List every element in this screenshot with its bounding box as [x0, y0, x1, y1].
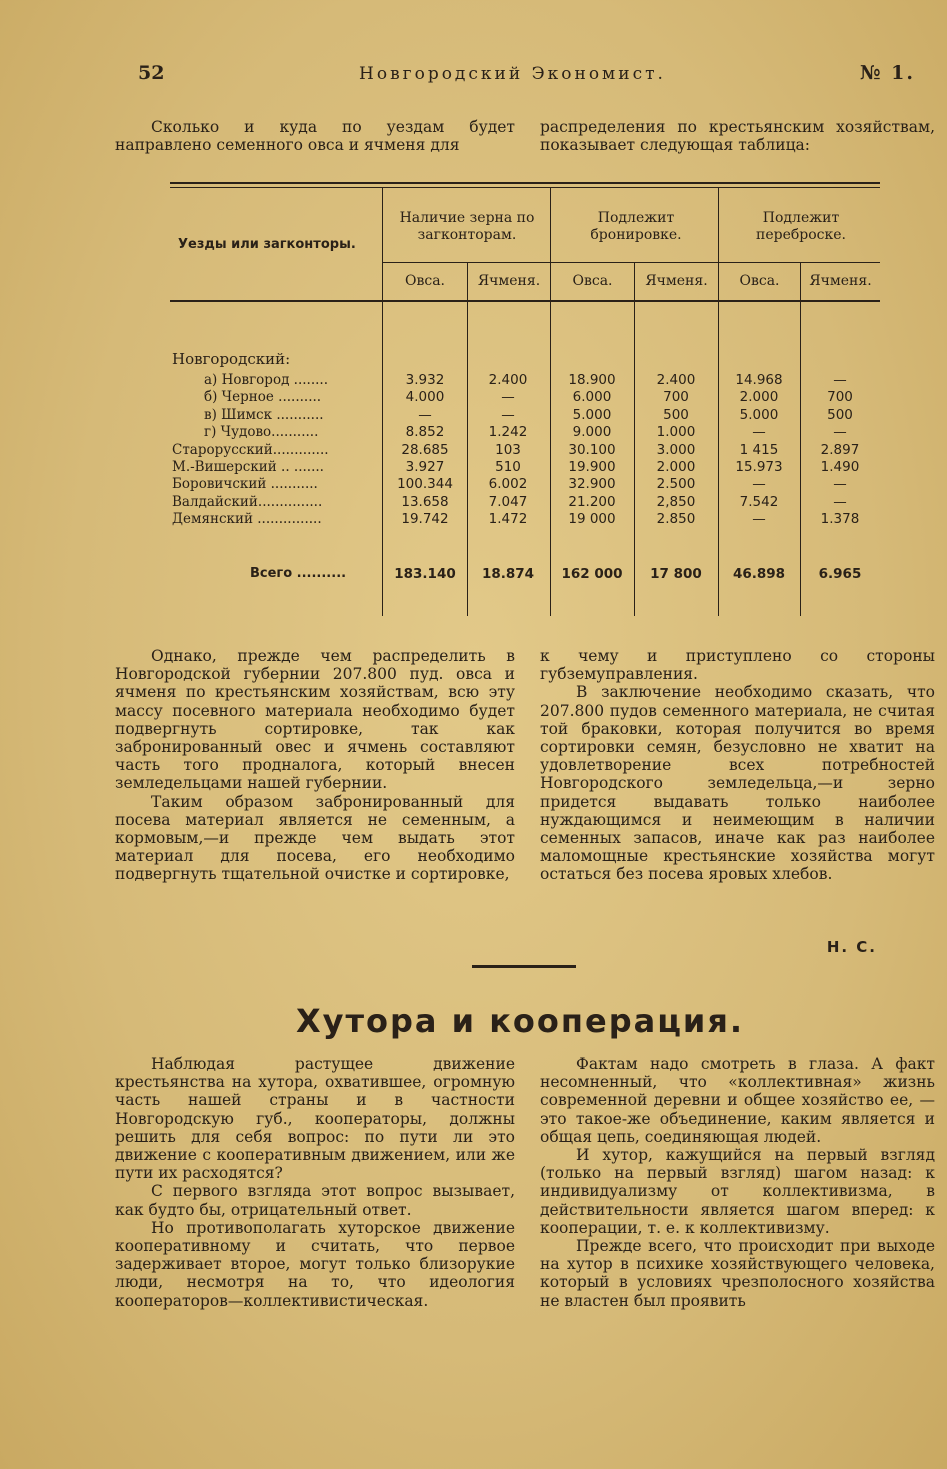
table-cell: 3.927 — [405, 459, 445, 475]
table-cell: — — [833, 476, 847, 493]
table-cell: — — [752, 476, 766, 493]
table-cell: 1.490 — [820, 459, 860, 475]
table-cell: 5.000 — [739, 406, 779, 423]
table-cell: 700 — [827, 389, 853, 406]
table-cell: 5.000 — [572, 406, 612, 423]
row-label: Старорусский............. — [172, 441, 329, 458]
signature: Н. С. — [826, 938, 877, 956]
table-cell: 14.968 — [735, 372, 783, 388]
table-cell: — — [501, 389, 515, 406]
total-cell: 162 000 — [561, 566, 623, 582]
table-cell: 6.002 — [488, 476, 528, 493]
paragraph: И хутор, кажущийся на первый взгляд (только на первый взгляд) шагом назад: к индивидуализму от коллективизма, в действительности является шагом вперед: к кооперации, т. е. к коллективизму. — [540, 1146, 935, 1237]
table-cell: 2.000 — [739, 389, 779, 406]
journal-title: Новгородский Экономист. — [359, 64, 666, 84]
intro-right-paragraph: распределения по крестьянским хозяйствам, показывает следующая таблица: — [540, 118, 935, 155]
table-cell: 8.852 — [405, 424, 445, 441]
paragraph: В заключение необходимо сказать, что 207.800 пудов семенного материала, не считая той браковки, которая получится во время сортировки семян, безусловно не хватит на удовлетворение всех потребностей Новгородского земледельца,—и зерно придется выдавать только наиболее нуждающимся и неимеющим в наличии семенных запасов, иначе как раз наиболее маломощные крестьянские хозяйства могут остаться без посева яровых хлебов. — [540, 683, 935, 884]
table-cell: 500 — [827, 406, 853, 423]
table-cell: 510 — [495, 459, 521, 475]
row-label: Боровичский ........... — [172, 476, 318, 493]
group-row-novgorod: Новгородский: — [172, 350, 291, 368]
header-group-available: Наличие зерна по загконторам. — [399, 210, 535, 243]
table-cell: 2.850 — [656, 511, 696, 528]
table-cell: 28.685 — [401, 441, 449, 458]
body-left-column — [115, 647, 515, 884]
total-cell: 6.965 — [818, 566, 862, 582]
total-cell: 17 800 — [650, 566, 702, 582]
table-top-rule-2 — [170, 187, 880, 188]
table-cell: 1.000 — [656, 424, 696, 441]
table-cell: — — [418, 406, 432, 423]
table-cell: 13.658 — [401, 493, 449, 510]
table-cell: — — [752, 511, 766, 528]
row-label: г) Чудово........... — [204, 424, 319, 441]
table-cell: 2.400 — [656, 372, 696, 388]
table-cell: 19.742 — [401, 511, 449, 528]
table-cell: 3.932 — [405, 372, 445, 388]
table-cell: — — [833, 424, 847, 441]
table-cell: 1 415 — [739, 441, 779, 458]
row-label: а) Новгород ........ — [204, 372, 329, 388]
table-cell: 30.100 — [568, 441, 616, 458]
subheader-barley: Ячменя. — [477, 273, 541, 289]
issue-number: № 1. — [859, 62, 915, 84]
row-label: б) Черное .......... — [204, 389, 322, 406]
subheader-oats: Овса. — [572, 273, 613, 289]
table-vline — [550, 188, 551, 616]
subheader-barley: Ячменя. — [645, 273, 708, 289]
row-label: Демянский ............... — [172, 511, 322, 528]
table-cell: 19 000 — [568, 511, 616, 528]
seed-distribution-table — [170, 182, 880, 622]
table-cell: 2.500 — [656, 476, 696, 493]
page-header — [110, 62, 915, 92]
table-cell: 19.900 — [568, 459, 616, 475]
paragraph: Но противополагать хуторское движение кооперативному и считать, что первое задерживает второе, могут только близорукие люди, несмотря на то, что идеология кооператоров—коллективистическая. — [115, 1218, 515, 1310]
intro-left-column — [115, 118, 515, 154]
row-label: М.-Вишерский .. ....... — [172, 459, 324, 475]
table-cell: 1.472 — [488, 511, 528, 528]
table-cell: 7.047 — [488, 493, 528, 510]
page-number: 52 — [138, 62, 165, 84]
table-cell: 6.000 — [572, 389, 612, 406]
table-cell: 103 — [495, 441, 521, 458]
table-cell: 100.344 — [397, 476, 453, 493]
table-vline — [382, 188, 383, 616]
table-cell: 4.000 — [405, 389, 445, 406]
table-cell: 500 — [663, 406, 689, 423]
total-cell: 183.140 — [394, 566, 456, 582]
subheader-oats: Овса. — [405, 273, 445, 289]
table-cell: — — [501, 406, 515, 423]
table-cell: 32.900 — [568, 476, 616, 493]
table-cell: 2.400 — [488, 372, 528, 388]
table-cell: — — [752, 424, 766, 441]
table-cell: 3.000 — [656, 441, 696, 458]
table-header-mid-rule — [382, 262, 880, 263]
paragraph: Прежде всего, что происходит при выходе на хутор в психике хозяйствующего человека, который в условиях чрезполосного хозяйства не властен был проявить — [540, 1237, 935, 1310]
paragraph: С первого взгляда этот вопрос вызывает, как будто бы, отрицательный ответ. — [115, 1182, 515, 1219]
table-cell: 9.000 — [572, 424, 612, 441]
paragraph: Наблюдая растущее движение крестьянства на хутора, охватившее, огромную часть нашей страны и в частности Новгородскую губ., кооператоры, должны решить для себя вопрос: по пути ли это движение с кооперативным движением, или же пути их расходятся? — [115, 1055, 515, 1183]
paragraph: к чему и приступлено со стороны губземуправления. — [540, 647, 935, 684]
subheader-oats: Овса. — [739, 273, 780, 289]
table-cell: 1.242 — [488, 424, 528, 441]
table-top-rule — [170, 182, 880, 184]
header-uezd: Уезды или загконторы. — [178, 237, 356, 252]
row-label: в) Шимск ........... — [204, 406, 324, 423]
table-cell: 700 — [663, 389, 689, 406]
body-right-column — [540, 647, 935, 884]
total-cell: 18.874 — [481, 566, 535, 582]
table-cell: 18.900 — [568, 372, 616, 388]
section-divider — [472, 965, 576, 968]
table-cell: 15.973 — [735, 459, 783, 475]
table-cell: 2.897 — [820, 441, 860, 458]
table-cell: 2,850 — [656, 493, 696, 510]
table-cell: — — [833, 372, 847, 388]
table-cell: 2.000 — [656, 459, 696, 475]
table-header-bottom-rule — [170, 300, 880, 302]
header-group-transfer: Подлежит переброске. — [755, 210, 846, 243]
row-label: Валдайский............... — [172, 493, 323, 510]
total-label: Всего .......... — [250, 566, 347, 581]
paragraph: Однако, прежде чем распределить в Новгородской губернии 207.800 пуд. овса и ячменя по крестьянским хозяйствам, всю эту массу посевного материала необходимо будет подвергнуть сортировке, так как забронированный овес и ячмень составляют часть того продналога, который внесен земледельцами нашей губернии. — [115, 647, 515, 793]
paragraph: Таким образом забронированный для посева материал является не семенным, а кормовым,—и прежде чем выдать этот материал для посева, его необходимо подвергнуть тщательной очистке и сортировке, — [115, 792, 515, 884]
paragraph: Фактам надо смотреть в глаза. А факт несомненный, что «коллективная» жизнь современной деревни и общее хозяйство ее, — это такое-же объединение, каким является и общая цепь, соединяющая людей. — [540, 1055, 935, 1146]
intro-right-column — [540, 118, 935, 154]
table-cell: 1.378 — [820, 511, 860, 528]
article-left-column — [115, 1055, 515, 1310]
table-cell: 7.542 — [739, 493, 779, 510]
table-vline — [634, 263, 635, 616]
table-cell: — — [833, 493, 847, 510]
subheader-barley: Ячменя. — [809, 273, 872, 289]
intro-left-paragraph: Сколько и куда по уездам будет направлено семенного овса и ячменя для — [115, 118, 515, 155]
article-title: Хутора и кооперация. — [295, 1002, 745, 1040]
table-cell: 21.200 — [568, 493, 616, 510]
article-right-column — [540, 1055, 935, 1310]
header-group-reserve: Подлежит бронировке. — [590, 210, 682, 243]
total-cell: 46.898 — [732, 566, 786, 582]
